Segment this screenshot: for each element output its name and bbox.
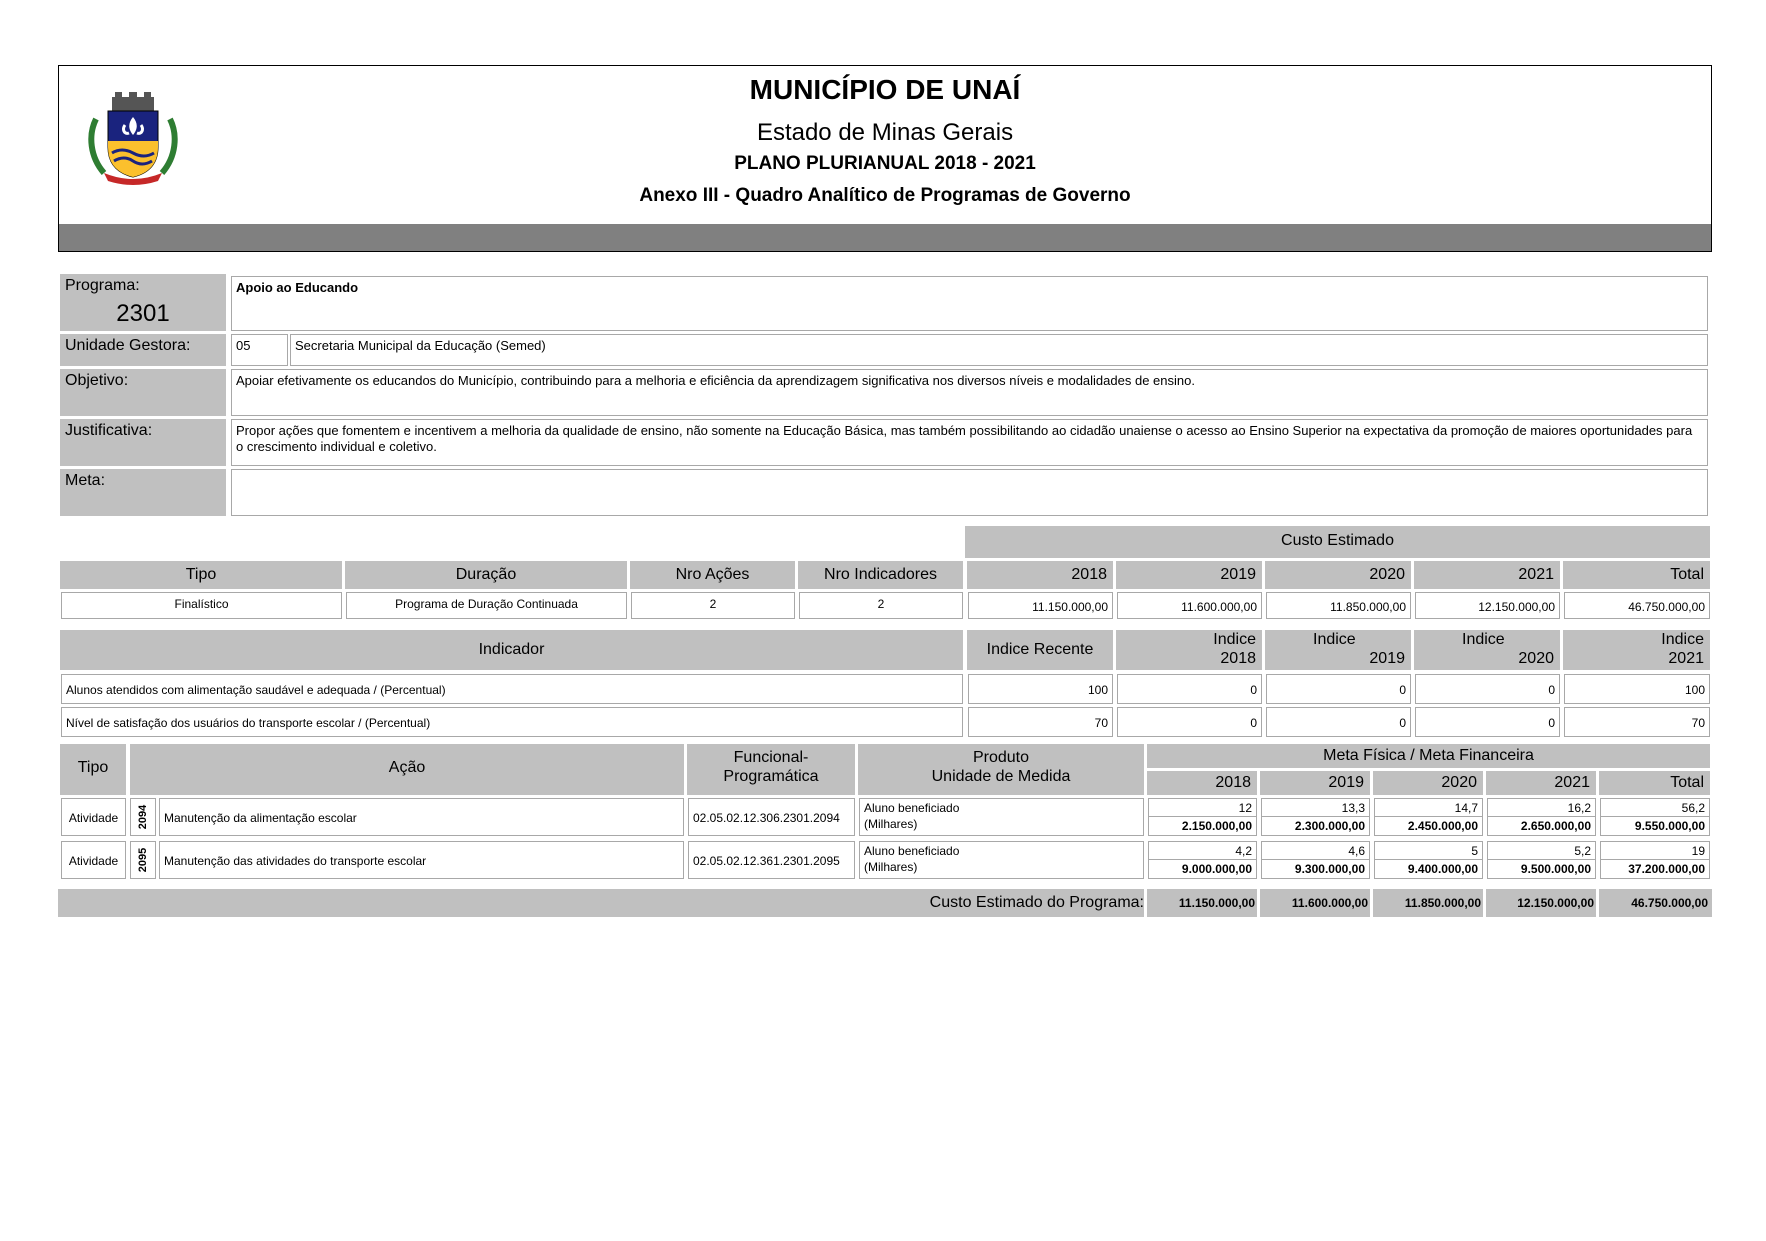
programa-name: Apoio ao Educando [231, 276, 1708, 331]
total-divider [1596, 889, 1599, 917]
meta-financeira: 2.150.000,00 [1181, 819, 1252, 833]
meta-financeira: 9.400.000,00 [1407, 862, 1478, 876]
meta-fisica: 12 [1149, 799, 1256, 817]
action-header-meta: Meta Física / Meta Financeira [1147, 744, 1710, 768]
meta-label: Meta: [60, 469, 226, 516]
indicator-header-recente: Indice Recente [967, 630, 1113, 670]
action-header-2020: 2020 [1373, 771, 1483, 795]
header-bar [59, 224, 1711, 251]
indicator-recente: 100 [968, 674, 1113, 704]
meta-financeira: 9.300.000,00 [1294, 862, 1365, 876]
indicator-header-2019 [1265, 630, 1411, 670]
action-code [130, 841, 156, 879]
indicator-header-2021-word: Indice [1661, 631, 1704, 648]
indicator-header-2021 [1563, 630, 1710, 670]
action-produto-line2: (Milhares) [864, 860, 918, 874]
programa-label: Programa: [65, 277, 140, 294]
indicator-header-2020-year: 2020 [1518, 650, 1554, 667]
summary-duracao: Programa de Duração Continuada [346, 592, 627, 619]
summary-nro-acoes: 2 [631, 592, 795, 619]
action-header-2019: 2019 [1260, 771, 1370, 795]
meta-financeira: 9.500.000,00 [1520, 862, 1591, 876]
indicator-2018: 0 [1117, 674, 1262, 704]
action-meta-2019 [1261, 798, 1370, 836]
summary-header-nro-acoes: Nro Ações [630, 561, 795, 589]
summary-nro-indicadores: 2 [799, 592, 963, 619]
meta-fisica: 5,2 [1488, 842, 1595, 860]
total-divider [1483, 889, 1486, 917]
program-cost-total-total: 46.750.000,00 [1631, 896, 1708, 910]
indicator-recente: 70 [968, 707, 1113, 737]
summary-header-tipo: Tipo [60, 561, 342, 589]
action-header-total: Total [1599, 771, 1710, 795]
action-produto-line1: Aluno beneficiado [864, 801, 960, 815]
action-code [130, 798, 156, 836]
unidade-label: Unidade Gestora: [60, 334, 226, 366]
summary-header-2021: 2021 [1414, 561, 1560, 589]
action-produto-line1: Aluno beneficiado [864, 844, 960, 858]
unidade-code: 05 [231, 334, 288, 366]
objetivo-text: Apoiar efetivamente os educandos do Município, contribuindo para a melhoria e eficiência da aprendizagem significativa nos diversos níveis e modalidades de ensino. [231, 369, 1708, 416]
programa-code: 2301 [116, 300, 170, 327]
meta-financeira: 9.550.000,00 [1634, 819, 1705, 833]
summary-2019: 11.600.000,00 [1117, 592, 1262, 619]
summary-total: 46.750.000,00 [1564, 592, 1710, 619]
objetivo-label: Objetivo: [60, 369, 226, 416]
summary-header-duracao: Duração [345, 561, 627, 589]
action-meta-2018 [1148, 798, 1257, 836]
action-meta-2021 [1487, 798, 1596, 836]
action-funcional: 02.05.02.12.361.2301.2095 [688, 841, 855, 879]
action-header-acao: Ação [130, 744, 684, 795]
action-name: Manutenção da alimentação escolar [159, 798, 684, 836]
meta-fisica: 5 [1375, 842, 1482, 860]
justificativa-text: Propor ações que fomentem e incentivem a melhoria da qualidade de ensino, não somente na Educação Básica, mas também possibilitando ao cidadão unaiense o acesso ao Ensino Superior na expectativa da promoção de maiores oportunidades para o crescimento individual e coletivo. [231, 419, 1708, 466]
action-code-text: 2094 [137, 804, 149, 830]
indicator-header-2020-word: Indice [1462, 631, 1505, 648]
municipality-title: MUNICÍPIO DE UNAÍ [749, 74, 1021, 105]
indicator-header-2018-word: Indice [1213, 631, 1256, 648]
action-header-produto [858, 744, 1144, 795]
meta-fisica: 16,2 [1488, 799, 1595, 817]
indicator-2019: 0 [1266, 707, 1411, 737]
action-code-text: 2095 [137, 847, 149, 873]
meta-fisica: 13,3 [1262, 799, 1369, 817]
action-header-2018: 2018 [1147, 771, 1257, 795]
summary-header-2018: 2018 [967, 561, 1113, 589]
custo-estimado-header: Custo Estimado [965, 526, 1710, 558]
meta-financeira: 9.000.000,00 [1181, 862, 1252, 876]
meta-fisica: 4,6 [1262, 842, 1369, 860]
unidade-name: Secretaria Municipal da Educação (Semed) [290, 334, 1708, 366]
action-meta-total [1600, 798, 1710, 836]
action-produto-line2: (Milhares) [864, 817, 918, 831]
action-header-produto-line1: Produto [972, 749, 1030, 766]
indicator-header-2019-year: 2019 [1369, 650, 1405, 667]
program-cost-total-row [58, 889, 1712, 917]
action-meta-2019 [1261, 841, 1370, 879]
indicator-2020: 0 [1415, 707, 1560, 737]
meta-fisica: 14,7 [1375, 799, 1482, 817]
state-name: Estado de Minas Gerais [756, 119, 1014, 146]
action-funcional: 02.05.02.12.306.2301.2094 [688, 798, 855, 836]
total-divider [1144, 889, 1147, 917]
report-header [58, 65, 1712, 252]
action-produto [859, 798, 1144, 836]
summary-header-nro-indicadores: Nro Indicadores [798, 561, 963, 589]
action-meta-2021 [1487, 841, 1596, 879]
action-meta-total [1600, 841, 1710, 879]
indicator-name: Alunos atendidos com alimentação saudável e adequada / (Percentual) [61, 674, 963, 704]
summary-header-2020: 2020 [1265, 561, 1411, 589]
indicator-2021: 100 [1564, 674, 1710, 704]
action-produto [859, 841, 1144, 879]
justificativa-label: Justificativa: [60, 419, 226, 466]
total-divider [1370, 889, 1373, 917]
action-meta-2020 [1374, 841, 1483, 879]
indicator-2021: 70 [1564, 707, 1710, 737]
action-name: Manutenção das atividades do transporte escolar [159, 841, 684, 879]
meta-fisica: 4,2 [1149, 842, 1256, 860]
indicator-header-2018-year: 2018 [1220, 650, 1256, 667]
summary-header-total: Total [1563, 561, 1710, 589]
summary-2020: 11.850.000,00 [1266, 592, 1411, 619]
plan-title: PLANO PLURIANUAL 2018 - 2021 [734, 153, 1036, 174]
action-header-funcional [687, 744, 855, 795]
summary-header-2019: 2019 [1116, 561, 1262, 589]
indicator-2019: 0 [1266, 674, 1411, 704]
summary-tipo: Finalístico [61, 592, 342, 619]
indicator-header: Indicador [60, 630, 963, 670]
action-header-funcional-line1: Funcional- [733, 749, 809, 766]
summary-2018: 11.150.000,00 [968, 592, 1113, 619]
indicator-header-2021-year: 2021 [1668, 650, 1704, 667]
meta-text [231, 469, 1708, 516]
action-header-tipo: Tipo [60, 744, 126, 795]
action-tipo: Atividade [61, 798, 126, 836]
action-meta-2020 [1374, 798, 1483, 836]
program-cost-total-2019: 11.600.000,00 [1291, 896, 1368, 910]
summary-2021: 12.150.000,00 [1415, 592, 1560, 619]
program-cost-total-2020: 11.850.000,00 [1404, 896, 1481, 910]
indicator-name: Nível de satisfação dos usuários do transporte escolar / (Percentual) [61, 707, 963, 737]
indicator-2018: 0 [1117, 707, 1262, 737]
program-cost-total-2018: 11.150.000,00 [1178, 896, 1255, 910]
indicator-header-2020 [1414, 630, 1560, 670]
total-divider [1257, 889, 1260, 917]
annex-title: Anexo III - Quadro Analítico de Programas de Governo [639, 185, 1131, 206]
program-cost-total-label: Custo Estimado do Programa: [929, 894, 1144, 911]
action-tipo: Atividade [61, 841, 126, 879]
meta-financeira: 2.300.000,00 [1294, 819, 1365, 833]
action-header-produto-line2: Unidade de Medida [931, 768, 1071, 785]
indicator-header-2019-word: Indice [1313, 631, 1356, 648]
action-header-2021: 2021 [1486, 771, 1596, 795]
meta-fisica: 56,2 [1601, 799, 1709, 817]
meta-financeira: 37.200.000,00 [1628, 862, 1705, 876]
meta-financeira: 2.450.000,00 [1407, 819, 1478, 833]
indicator-2020: 0 [1415, 674, 1560, 704]
indicator-header-2018 [1116, 630, 1262, 670]
program-cost-total-2021: 12.150.000,00 [1517, 896, 1594, 910]
meta-fisica: 19 [1601, 842, 1709, 860]
meta-financeira: 2.650.000,00 [1520, 819, 1591, 833]
programa-label-cell [60, 274, 226, 331]
action-header-funcional-line2: Programática [723, 768, 819, 785]
action-meta-2018 [1148, 841, 1257, 879]
